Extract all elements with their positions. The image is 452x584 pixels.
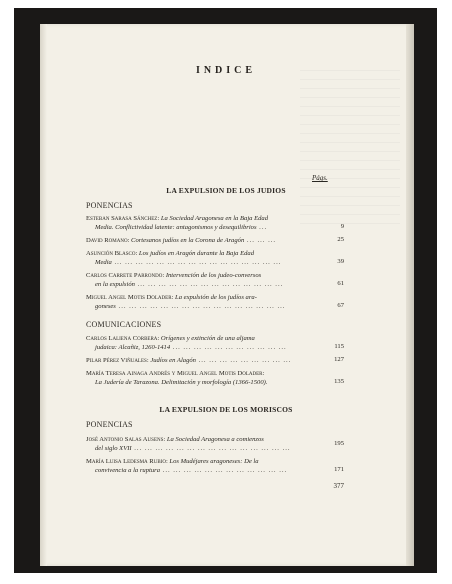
- entry-author: Carlos Laliena Corbera: [86, 335, 158, 342]
- section-heading-judios: LA EXPULSION DE LOS JUDIOS: [166, 186, 286, 195]
- dot-leader: ...: [256, 224, 268, 231]
- entry-page-number: 171: [334, 466, 344, 473]
- entry-author: Asunción Blasco: [86, 250, 136, 257]
- toc-entry: Miguel Angel Motis Dolader: La expulsión de los judíos ara- goneses ... ... ... ... ... ... ... ... ... ... ... ... ... ... ... ...: [86, 294, 286, 310]
- entry-title-cont: Media: [95, 259, 112, 266]
- entry-title: Judíos en Alagón: [150, 357, 196, 364]
- show-through-bleed: [300, 70, 400, 230]
- entry-author: Pilar Pérez Viñuales: [86, 357, 147, 364]
- entry-title-cont: del siglo XVII: [95, 445, 132, 452]
- subheading-comunicaciones: COMUNICACIONES: [86, 320, 162, 329]
- dot-leader: ... ... ... ... ... ... ... ... ... ... ... ... ... ... ... ...: [111, 259, 282, 266]
- entry-page-number: 61: [337, 280, 344, 287]
- page-folio: 377: [333, 482, 344, 490]
- entry-title: Orígenes y extinción de una aljama: [160, 335, 255, 342]
- entry-title: Los Mudéjares aragoneses: De la: [169, 458, 259, 465]
- entry-title-cont: Media. Conflictividad latente: antagonismos y desequilibrios: [95, 224, 257, 231]
- toc-entry: María Luisa Ledesma Rubio: Los Mudéjares aragoneses: De la convivencia a la ruptura ... ... ... ... ... ... ... ... ... ... ... ...: [86, 458, 288, 474]
- dot-leader: ... ... ... ... ... ... ... ... ... ... ... ... ... ...: [134, 281, 284, 288]
- entry-title: Los judíos en Aragón durante la Baja Edad: [138, 250, 255, 257]
- toc-entry: David Romano: Cortesanos judíos en la Corona de Aragón ... ... ...: [86, 237, 277, 244]
- entry-page-number: 25: [337, 236, 344, 243]
- dot-leader: ... ... ... ... ... ... ... ... ... ... ... ...: [160, 467, 288, 474]
- entry-page-number: 115: [334, 343, 344, 350]
- toc-entry: José Antonio Salas Ausens: La Sociedad Aragonesa a comienzos del siglo XVII ... ... ... ... ... ... ... ... ... ... ... ... ... ... ...: [86, 436, 291, 452]
- entry-title: La expulsión de los judíos ara-: [175, 294, 257, 301]
- entry-page-number: 9: [340, 223, 344, 230]
- section-heading-moriscos: LA EXPULSION DE LOS MORISCOS: [159, 405, 293, 414]
- toc-entry: Esteban Sarasa Sánchez: La Sociedad Aragonesa en la Baja Edad Media. Conflictividad latente: antagonismos y desequilibrios ...: [86, 215, 269, 231]
- pages-column-label: Págs.: [312, 174, 328, 182]
- entry-title-cont: convivencia a la ruptura: [95, 467, 161, 474]
- page-gutter-shadow: [40, 24, 47, 566]
- entry-page-number: 195: [334, 440, 344, 447]
- toc-entry: Carlos Laliena Corbera: Orígenes y extinción de una aljama judaica: Alcañiz, 1260-1414 ... ... ... ... ... ... ... ... ... ... ...: [86, 335, 287, 351]
- page-title: INDICE: [195, 65, 257, 76]
- entry-page-number: 67: [337, 302, 344, 309]
- entry-author: María Luisa Ledesma Rubio: [86, 458, 166, 465]
- toc-entry: Pilar Pérez Viñuales: Judíos en Alagón ... ... ... ... ... ... ... ... ...: [86, 357, 292, 364]
- entry-title-cont: judaica: Alcañiz, 1260-1414: [95, 344, 171, 351]
- subheading-ponencias: PONENCIAS: [86, 420, 133, 429]
- dot-leader: ... ... ...: [244, 237, 277, 244]
- entry-title: Intervención de los judeo-conversos: [165, 272, 262, 279]
- entry-author: José Antonio Salas Ausens: [86, 436, 164, 443]
- entry-title: La Sociedad Aragonesa en la Baja Edad: [160, 215, 269, 222]
- dot-leader: ... ... ... ... ... ... ... ... ... ... ... ... ... ... ... ...: [115, 303, 286, 310]
- entry-page-number: 127: [334, 356, 344, 363]
- entry-author: María Teresa Ainaga Andrés y Miguel Angel Motis Dolader: [86, 370, 263, 377]
- dot-leader: ... ... ... ... ... ... ... ... ... ... ...: [170, 344, 287, 351]
- entry-title-cont: en la expulsión: [95, 281, 135, 288]
- entry-page-number: 135: [334, 378, 344, 385]
- toc-entry: Asunción Blasco: Los judíos en Aragón durante la Baja Edad Media ... ... ... ... ... ... ... ... ... ... ... ... ... ... ... ...: [86, 250, 282, 266]
- subheading-ponencias: PONENCIAS: [86, 201, 133, 210]
- entry-title: La Sociedad Aragonesa a comienzos: [166, 436, 264, 443]
- entry-author: David Romano: [86, 237, 128, 244]
- entry-author: Carlos Carrete Parrondo: [86, 272, 163, 279]
- entry-title: Cortesanos judíos en la Corona de Aragón: [131, 237, 245, 244]
- entry-title-cont: La Judería de Tarazona. Delimitación y morfología (1366-1500).: [95, 379, 268, 386]
- entry-page-number: 39: [337, 258, 344, 265]
- page-edge: [406, 24, 414, 566]
- entry-author: Miguel Angel Motis Dolader: [86, 294, 172, 301]
- toc-entry: Carlos Carrete Parrondo: Intervención de los judeo-conversos en la expulsión ... ... ... ... ... ... ... ... ... ... ... ... ... ...: [86, 272, 284, 288]
- toc-entry: María Teresa Ainaga Andrés y Miguel Angel Motis Dolader: La Judería de Tarazona. Delimitación y morfología (1366-1500).: [86, 370, 268, 386]
- dot-leader: ... ... ... ... ... ... ... ... ...: [195, 357, 292, 364]
- dot-leader: ... ... ... ... ... ... ... ... ... ... ... ... ... ... ...: [131, 445, 291, 452]
- entry-author: Esteban Sarasa Sánchez: [86, 215, 158, 222]
- entry-title-cont: goneses: [95, 303, 116, 310]
